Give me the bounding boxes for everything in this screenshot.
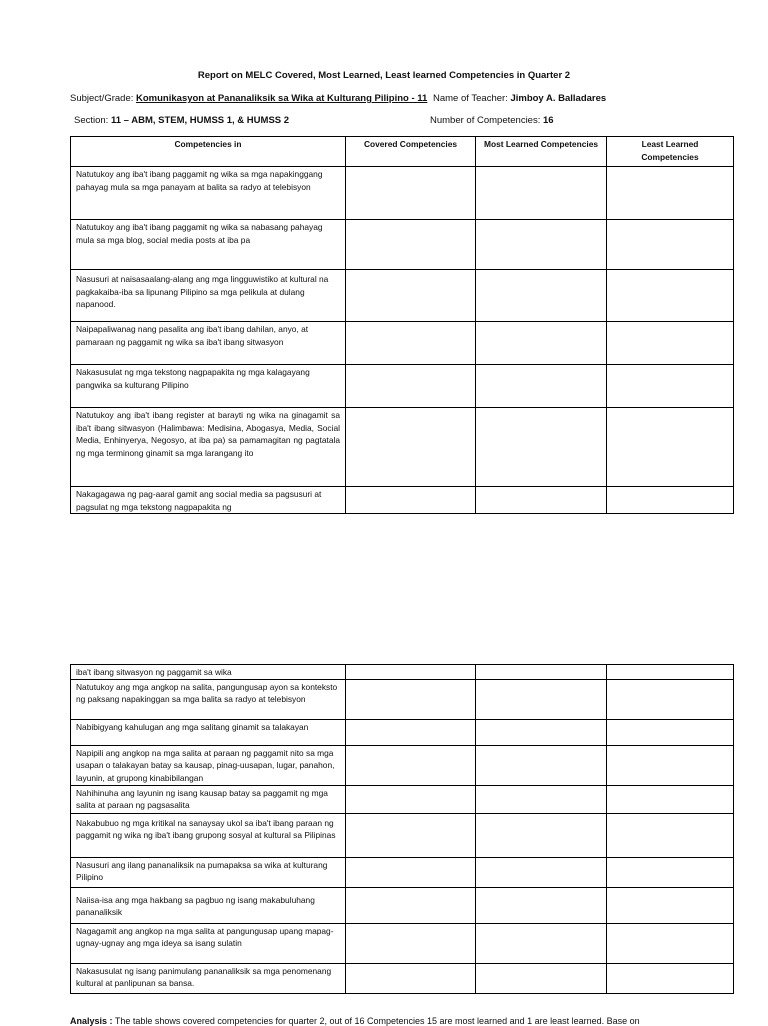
most-learned-cell[interactable] <box>476 719 607 745</box>
least-learned-cell[interactable] <box>607 813 734 857</box>
competency-cell: Nakasusulat ng mga tekstong nagpapakita ng mga kalagayang pangwika sa kulturang Pilipino <box>71 365 346 408</box>
covered-cell[interactable] <box>346 665 476 680</box>
most-learned-cell[interactable] <box>476 857 607 887</box>
table-row <box>71 785 734 813</box>
table-row <box>71 963 734 993</box>
most-learned-cell[interactable] <box>476 785 607 813</box>
section-label: Section: <box>74 115 109 126</box>
competency-cell: iba't ibang sitwasyon ng paggamit sa wika <box>71 665 346 680</box>
most-learned-cell[interactable] <box>476 813 607 857</box>
subject-line <box>70 93 427 104</box>
covered-cell[interactable] <box>346 679 476 719</box>
most-learned-cell[interactable] <box>476 220 607 270</box>
competency-cell: Nasusuri ang ilang pananaliksik na pumapaksa sa wika at kulturang Pilipino <box>71 857 346 887</box>
least-learned-cell[interactable] <box>607 408 734 487</box>
least-learned-cell[interactable] <box>607 665 734 680</box>
most-learned-cell[interactable] <box>476 679 607 719</box>
col-header-most-learned: Most Learned Competencies <box>476 137 607 167</box>
analysis-text: The table shows covered competencies for quarter 2, out of 16 Competencies 15 are most learned and 1 are least learned. Base on <box>112 1016 640 1026</box>
table-row <box>71 679 734 719</box>
competencies-table-page1 <box>70 136 734 514</box>
teacher-label: Name of Teacher: <box>433 93 508 104</box>
competency-cell: Nakabubuo ng mga kritikal na sanaysay ukol sa iba't ibang paraan ng paggamit ng wika ng iba't ibang grupong sosyal at kultural sa Pilipinas <box>71 813 346 857</box>
table-row <box>71 665 734 680</box>
least-learned-cell[interactable] <box>607 487 734 514</box>
col-header-competencies: Competencies in <box>71 137 346 167</box>
most-learned-cell[interactable] <box>476 887 607 923</box>
table-row <box>71 365 734 408</box>
least-learned-cell[interactable] <box>607 887 734 923</box>
count-line <box>430 115 554 126</box>
table-row <box>71 887 734 923</box>
least-learned-cell[interactable] <box>607 322 734 365</box>
section-line <box>74 115 289 126</box>
competency-cell: Nakasusulat ng isang panimulang pananaliksik sa mga penomenang kultural at panlipunan sa bansa. <box>71 963 346 993</box>
count-label: Number of Competencies: <box>430 115 541 126</box>
table-row <box>71 270 734 322</box>
covered-cell[interactable] <box>346 270 476 322</box>
most-learned-cell[interactable] <box>476 487 607 514</box>
teacher-value: Jimboy A. Balladares <box>510 93 607 104</box>
table-row <box>71 745 734 785</box>
covered-cell[interactable] <box>346 322 476 365</box>
least-learned-cell[interactable] <box>607 270 734 322</box>
covered-cell[interactable] <box>346 408 476 487</box>
least-learned-cell[interactable] <box>607 167 734 220</box>
least-learned-cell[interactable] <box>607 785 734 813</box>
covered-cell[interactable] <box>346 813 476 857</box>
least-learned-cell[interactable] <box>607 857 734 887</box>
least-learned-cell[interactable] <box>607 963 734 993</box>
subject-label: Subject/Grade: <box>70 93 134 104</box>
most-learned-cell[interactable] <box>476 322 607 365</box>
competency-cell: Naiisa-isa ang mga hakbang sa pagbuo ng isang makabuluhang pananaliksik <box>71 887 346 923</box>
covered-cell[interactable] <box>346 167 476 220</box>
table-row <box>71 857 734 887</box>
competency-cell: Natutukoy ang iba't ibang paggamit ng wika sa nabasang pahayag mula sa mga blog, social media posts at iba pa <box>71 220 346 270</box>
count-value: 16 <box>543 115 554 126</box>
most-learned-cell[interactable] <box>476 167 607 220</box>
table-row <box>71 167 734 220</box>
competency-cell: Natutukoy ang iba't ibang paggamit ng wika sa mga napakinggang pahayag mula sa mga panayam at balita sa radyo at telebisyon <box>71 167 346 220</box>
covered-cell[interactable] <box>346 365 476 408</box>
table-row <box>71 813 734 857</box>
competency-cell: Naipapaliwanag nang pasalita ang iba't ibang dahilan, anyo, at pamaraan ng paggamit ng wika sa iba't ibang sitwasyon <box>71 322 346 365</box>
competency-cell: Nasusuri at naisasaalang-alang ang mga lingguwistiko at kultural na pagkakaiba-iba sa lipunang Pilipino sa mga pelikula at dulang napanood. <box>71 270 346 322</box>
report-title: Report on MELC Covered, Most Learned, Least learned Competencies in Quarter 2 <box>197 70 571 81</box>
most-learned-cell[interactable] <box>476 665 607 680</box>
table-row <box>71 487 734 514</box>
covered-cell[interactable] <box>346 857 476 887</box>
subject-value: Komunikasyon at Pananaliksik sa Wika at Kulturang Pilipino - 11 <box>136 93 428 104</box>
least-learned-cell[interactable] <box>607 745 734 785</box>
covered-cell[interactable] <box>346 923 476 963</box>
table-row <box>71 923 734 963</box>
covered-cell[interactable] <box>346 887 476 923</box>
teacher-line <box>433 93 606 104</box>
table-row <box>71 408 734 487</box>
competency-cell: Natutukoy ang mga angkop na salita, pangungusap ayon sa konteksto ng paksang napakinggan sa mga balita sa radyo at telebisyon <box>71 679 346 719</box>
analysis-paragraph <box>70 1016 710 1026</box>
most-learned-cell[interactable] <box>476 365 607 408</box>
competencies-table-page2 <box>70 664 734 994</box>
table-row <box>71 322 734 365</box>
col-header-least-learned: Least Learned Competencies <box>607 137 734 167</box>
col-header-covered: Covered Competencies <box>346 137 476 167</box>
competency-cell: Nakagagawa ng pag-aaral gamit ang social media sa pagsusuri at pagsulat ng mga tekstong nagpapakita ng <box>71 487 346 514</box>
covered-cell[interactable] <box>346 719 476 745</box>
competency-cell: Nahihinuha ang layunin ng isang kausap batay sa paggamit ng mga salita at paraan ng pagsasalita <box>71 785 346 813</box>
most-learned-cell[interactable] <box>476 270 607 322</box>
least-learned-cell[interactable] <box>607 220 734 270</box>
covered-cell[interactable] <box>346 745 476 785</box>
least-learned-cell[interactable] <box>607 923 734 963</box>
covered-cell[interactable] <box>346 785 476 813</box>
covered-cell[interactable] <box>346 220 476 270</box>
least-learned-cell[interactable] <box>607 679 734 719</box>
most-learned-cell[interactable] <box>476 745 607 785</box>
competency-cell: Napipili ang angkop na mga salita at paraan ng paggamit nito sa mga usapan o talakayan batay sa kausap, pinag-uusapan, lugar, panahon, layunin, at grupong kinabibilangan <box>71 745 346 785</box>
most-learned-cell[interactable] <box>476 923 607 963</box>
covered-cell[interactable] <box>346 963 476 993</box>
section-value: 11 – ABM, STEM, HUMSS 1, & HUMSS 2 <box>110 115 290 126</box>
most-learned-cell[interactable] <box>476 408 607 487</box>
least-learned-cell[interactable] <box>607 365 734 408</box>
covered-cell[interactable] <box>346 487 476 514</box>
most-learned-cell[interactable] <box>476 963 607 993</box>
table-row <box>71 220 734 270</box>
analysis-label: Analysis : <box>70 1016 113 1026</box>
competency-cell: Nagagamit ang angkop na mga salita at pangungusap upang mapag-ugnay-ugnay ang mga ideya sa isang sulatin <box>71 923 346 963</box>
table-row <box>71 719 734 745</box>
competency-cell: Nabibigyang kahulugan ang mga salitang ginamit sa talakayan <box>71 719 346 745</box>
competency-cell: Natutukoy ang iba't ibang register at barayti ng wika na ginagamit sa iba't ibang sitwasyon (Halimbawa: Medisina, Abogasya, Media, Social Media, Enhinyerya, Negosyo, at iba pa) sa pamamagitan ng pagtatala ng mga terminong ginamit sa mga larangang ito <box>71 408 346 487</box>
least-learned-cell[interactable] <box>607 719 734 745</box>
table-header-row <box>71 137 734 167</box>
